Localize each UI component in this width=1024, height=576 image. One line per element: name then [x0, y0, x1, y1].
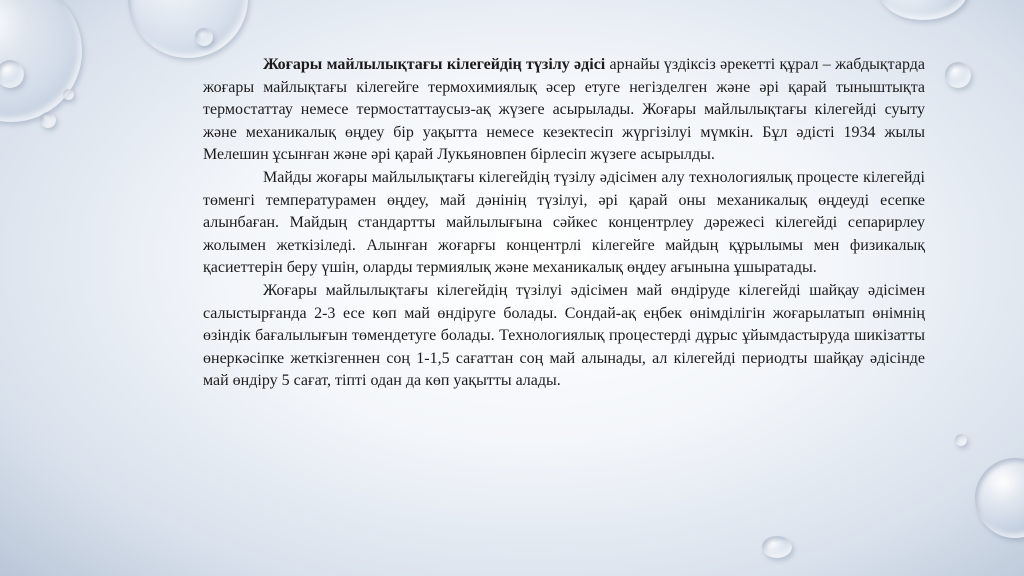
paragraph: Жоғары майлылықтағы кілегейдің түзілуі әдісімен май өндіруде кілегейді шайқау әдісімен салыстырғанда 2-3 есе көп май өндіруге болады. Сондай-ақ еңбек өнімділігін жоғарылатып өнімнің өзіндік бағалылығын төмендетуге болады. Технологиялық процестерді дұрыс ұйымдастыруда шикізатты өнеркәсіпке жеткізгеннен соң 1-1,5 сағаттан соң май алынады, ал кілегейді периодты шайқау әдісінде май өндіру 5 сағат, тіпті одан да көп уақытты алады.: [203, 281, 925, 390]
water-drop: [63, 89, 74, 100]
water-drop: [878, 0, 968, 20]
paragraph-lead-bold: Жоғары майлылықтағы кілегейдің түзілу әдісі: [263, 56, 606, 73]
paragraph: [203, 54, 925, 167]
water-drop: [40, 112, 56, 128]
water-drop: [975, 458, 1024, 538]
water-drop: [128, 0, 248, 58]
water-drop: [955, 434, 967, 446]
slide-body-text: [203, 54, 925, 393]
water-drop: [195, 28, 213, 46]
paragraph-text: арнайы үздіксіз әрекетті құрал – жабдықтарда жоғары майлықтағы кілегейге термохимиялық әсер етуге негізделген және әрі қарай тыныштықта термостаттау немесе термостаттаусыз-ақ жүзеге асырылады. Жоғары майлылықтағы кілегейді суыту және механикалық өңдеу бір уақытта немесе кезектесіп жүргізілуі мүмкін. Бұл әдісті 1934 жылы Мелешин ұсынған және әрі қарай Лукьяновпен бірлесіп жүзеге асырылды.: [203, 56, 925, 164]
paragraph: Майды жоғары майлылықтағы кілегейдің түзілу әдісімен алу технологиялық процесте кілегейді төменгі температурамен өңдеу, май дәнінің түзілуі, әрі қарай оны механикалық өңдеуді есепке алынбаған. Майдың стандартты майлылығына сәйкес концентрлеу дәрежесі кілегейді сепарирлеу жолымен жеткізіледі. Алынған жоғарғы концентрлі кілегейге майдың құрылымы мен физикалық қасиеттерін беру үшін, оларды термиялық және механикалық өңдеу ағынына ұшыратады.: [203, 168, 925, 277]
water-drop: [945, 62, 971, 88]
water-drop: [762, 536, 792, 558]
